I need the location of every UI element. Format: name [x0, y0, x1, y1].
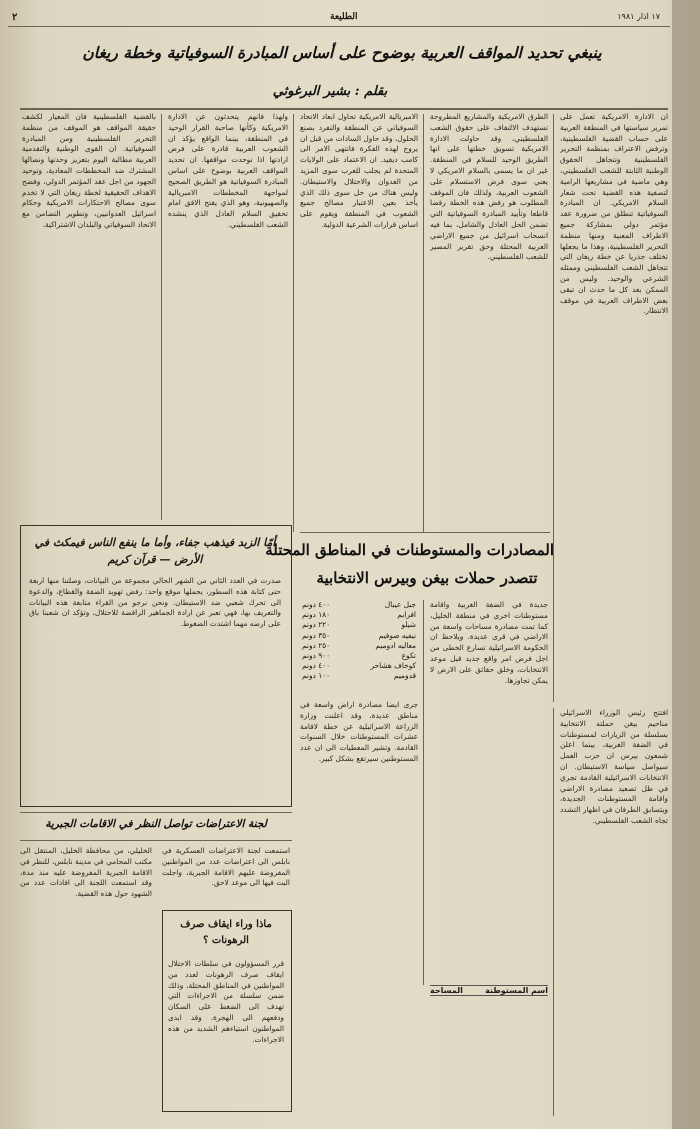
headline-rule [20, 108, 668, 110]
quote-box-text: صدرت في العدد الثاني من الشهر الحالي مجموعة من البيانات، وصلتنا منها اربعة حتى كتابة هذه السطور، يحملها موقع واحد: رفض تهويد الضفة والقطاع، والدعوة الى تحرك شعبي ضد الاستيطان. ونحن نرجو من القراء متابعة هذه البيانات والتعريف بها، فهي تعبر عن ارادة الجماهير الرافضة للاحتلال، وتؤكد ان شعبنا باق على ارضه مهما اشتدت الضغوط. [29, 576, 281, 629]
table-cell: ٤٠٠ دونم [302, 661, 331, 671]
masthead-rule [8, 26, 670, 27]
table-cell: تكوع [401, 651, 416, 661]
table-cell: جبل عيبال [384, 600, 416, 609]
table-row [300, 651, 418, 661]
section-rule [20, 840, 292, 841]
column-rule [553, 114, 554, 702]
table-cell: نيفيه صوفيم [378, 630, 416, 640]
article2-column-right: افتتح رئيس الوزراء الاسرائيلي مناحيم بيغن حملته الانتخابية بسلسلة من الزيارات لمستوطنات في الضفة الغربية، بينما اعلن شمعون بيرس ان حزب العمل سيواصل سياسة الاستيطان. ان الانتخابات الاسرائيلية القادمة تجري في ظل تصعيد مصادرة الاراضي واقامة المستوطنات الجديدة، ويتسابق الطرفان في اظهار التشدد تجاه الشعب الفلسطيني. [560, 708, 668, 825]
main-column-5: بالقضية الفلسطينية فان المعيار لكشف حقيقة المواقف هو الموقف من منظمة التحرير الفلسطينية ومن المبادرة السوفياتية. ان القوى الوطنية والتقدمية العربية مطالبة اليوم بتعزيز وحدتها ونضالها المشترك ضد المخططات المعادية، وتوحيد الجهود من اجل عقد المؤتمر الدولي، وفضح الاهداف الحقيقية لخطة ريغان التي لا تخدم سوى مصالح الاحتكارات الامريكية وحكام اسرائيل العدوانيين، وتطوير التضامن مع الاتحاد السوفياتي والبلدان الاشتراكية. [22, 112, 156, 229]
table-cell: افرايم [397, 610, 416, 620]
table-cell: ٢٢٠ دونم [302, 620, 331, 630]
main-column-3: الامبريالية الامريكية تحاول ابعاد الاتحاد السوفياتي عن المنطقة والتفرد بصنع الحلول، وقد حاول السادات من قبل ان يروج لهذه الفكرة فانتهى الامر الى كامب ديفيد. ان الاعتماد على الولايات المتحدة لم يجلب للعرب سوى المزيد من العدوان والاحتلال والاستيطان. وليس هناك من حل سوى ذلك الذي يأخذ بعين الاعتبار مصالح جميع الشعوب في المنطقة ويقوم على اساس قرارات الشرعية الدولية. [300, 112, 418, 229]
table-row [300, 610, 418, 620]
column-rule [553, 708, 554, 1116]
table-cell: شيلو [401, 620, 416, 630]
article2-headline-2: تتصدر حملات بيغن وبيرس الانتخابية [316, 569, 538, 587]
byline: بقلم : بشير البرغوثي [272, 84, 388, 99]
table-cell: ١٨٠ دونم [302, 610, 331, 620]
settlements-table [300, 600, 418, 682]
table-cell: ٤٠٠ دونم [302, 600, 331, 609]
section-rule [300, 532, 550, 533]
main-column-2: الطرق الامريكية والمشاريع المطروحة تستهدف الالتفاف على حقوق الشعب الفلسطيني، وقد حاولت الادارة الامريكية تسويق خطتها على انها الطريق الوحيد للسلام في المنطقة. غير ان ما يسمى بالسلام الامريكي لا يعني سوى فرض الاستسلام على الشعوب العربية، ولذلك فان الموقف المطلوب هو رفض هذه الخطة رفضا قاطعا وتأييد المبادرة السوفياتية التي تضمن الحل العادل والشامل، بما فيه انسحاب اسرائيل من جميع الاراضي العربية المحتلة وحق تقرير المصير للشعب الفلسطيني. [430, 112, 548, 262]
table-cell: ١٠٠ دونم [302, 671, 331, 681]
quote-box [20, 525, 292, 807]
main-headline: ينبغي تحديد المواقف العربية بوضوح على أساس المبادرة السوفياتية وخطة ريغان [82, 43, 602, 62]
binding-edge [672, 0, 700, 1129]
table-cell: ٣٥٠ دونم [302, 630, 331, 640]
table-cell: قدوميم [393, 671, 416, 681]
article2-headline-1: المصادرات والمستوطنات في المناطق المحتلة [265, 541, 554, 559]
page-number: ٢ [12, 12, 18, 23]
table-header [430, 985, 548, 996]
table-row [300, 631, 418, 641]
article2-column-left: جرى ايضا مصادرة اراض واسعة في مناطق عديدة، وقد اعلنت وزارة الزراعة الاسرائيلية عن خطة لاقامة عشرات المستوطنات خلال السنوات القادمة. وتشير المعطيات الى ان عدد المستوطنين سيرتفع بشكل كبير. [300, 700, 418, 763]
section-name: الطليعة [330, 12, 358, 22]
issue-date: ١٧ اذار ١٩٨١ [617, 12, 660, 21]
section-rule [20, 812, 292, 813]
mortgage-box-title: ماذا وراء ايقاف صرف الرهونات ؟ [180, 919, 272, 946]
table-cell: كوخاف هشاحر [370, 661, 416, 671]
mortgage-box [162, 910, 292, 1112]
table-header-name: اسم المستوطنة [485, 986, 548, 995]
table-header-area: المساحة [430, 986, 463, 995]
table-row [300, 620, 418, 630]
column-rule [161, 114, 162, 520]
table-row [300, 671, 418, 681]
main-column-4: ولهذا فانهم يتحدثون عن الادارة الامريكية وكأنها صاحبة القرار الوحيد في المنطقة، بينما الواقع يؤكد ان الشعوب العربية قادرة على فرض ارادتها اذا توحدت مواقفها. ان تحديد المواقف العربية بوضوح على اساس المبادرة السوفياتية هو الطريق الصحيح لمواجهة المخططات الامبريالية والصهيونية، وهو الذي يفتح الافق امام تحقيق السلام العادل الذي ينشده الشعب الفلسطيني. [168, 112, 288, 229]
table-row [300, 641, 418, 651]
column-rule [423, 114, 424, 532]
quote-box-title: أمّا الزبد فيذهب جفاء، وأما ما ينفع الناس فيمكث في الأرض — قرآن كريم [34, 536, 276, 566]
main-column-1: ان الادارة الامريكية تعمل على تمرير سياستها في المنطقة العربية على حساب القضية الفلسطينية، وترفض الاعتراف بمنظمة التحرير الفلسطينية وتتجاهل الحقوق الوطنية الثابتة للشعب الفلسطيني، وهي ماضية في مشاريعها الرامية لتصفية هذه القضية تحت شعار السلام الامريكي. ان المبادرة السوفياتية تنطلق من ضرورة عقد مؤتمر دولي بمشاركة جميع الاطراف المعنية ومنها منظمة التحرير الفلسطينية، وهذا ما يجعلها تختلف جذريا عن خطة ريغان التي تتجاهل الشعب الفلسطيني وممثله الشرعي والوحيد. وليس من الممكن بعد كل ما حدث ان تبقى بعض الاطراف العربية في موقف الانتظار. [560, 112, 668, 316]
article2-column-mid: جديدة في الضفة الغربية واقامة مستوطنات اخرى في منطقة الخليل، كما تمت مصادرة مساحات واسعة من الاراضي في قرى عديدة. ويلاحظ ان الحكومة الاسرائيلية تسارع الخطى من اجل فرض امر واقع جديد قبل موعد الانتخابات، وخلق حقائق على الارض لا يمكن تجاوزها. [430, 600, 548, 685]
mortgage-box-text: قرر المسؤولون في سلطات الاحتلال ايقاف صرف الرهونات لعدد من المواطنين في المناطق المحتلة، وذلك ضمن سلسلة من الاجراءات التي تهدف الى الضغط على السكان ودفعهم الى الهجرة. وقد ابدى المواطنون استياءهم الشديد من هذه الاجراءات. [168, 959, 284, 1044]
table-cell: ٢٥٠ دونم [302, 640, 331, 650]
committee-text-mid: استمعت لجنة الاعتراضات العسكرية في نابلس الى اعتراضات عدد من المواطنين المفروضة عليهم الاقامة الجبرية، واجلت البت فيها الى موعد لاحق. [162, 846, 290, 888]
table-cell: معاليه ادوميم [375, 640, 416, 650]
column-rule [293, 114, 294, 532]
table-row [300, 600, 418, 610]
table-cell: ٩٠٠ دونم [302, 651, 331, 661]
committee-text-right: الخليلي، من محافظة الخليل، المنتقل الى مكتب المحامي في مدينة نابلس، للنظر في الاقامة الجبرية المفروضة عليه منذ مدة، وقد استمعت اللجنة الى افادات عدد من الشهود حول هذه القضية. [20, 846, 152, 899]
committee-title: لجنة الاعتراضات تواصل النظر في الاقامات الجبرية [45, 818, 267, 830]
column-rule [423, 600, 424, 985]
table-row [300, 661, 418, 671]
